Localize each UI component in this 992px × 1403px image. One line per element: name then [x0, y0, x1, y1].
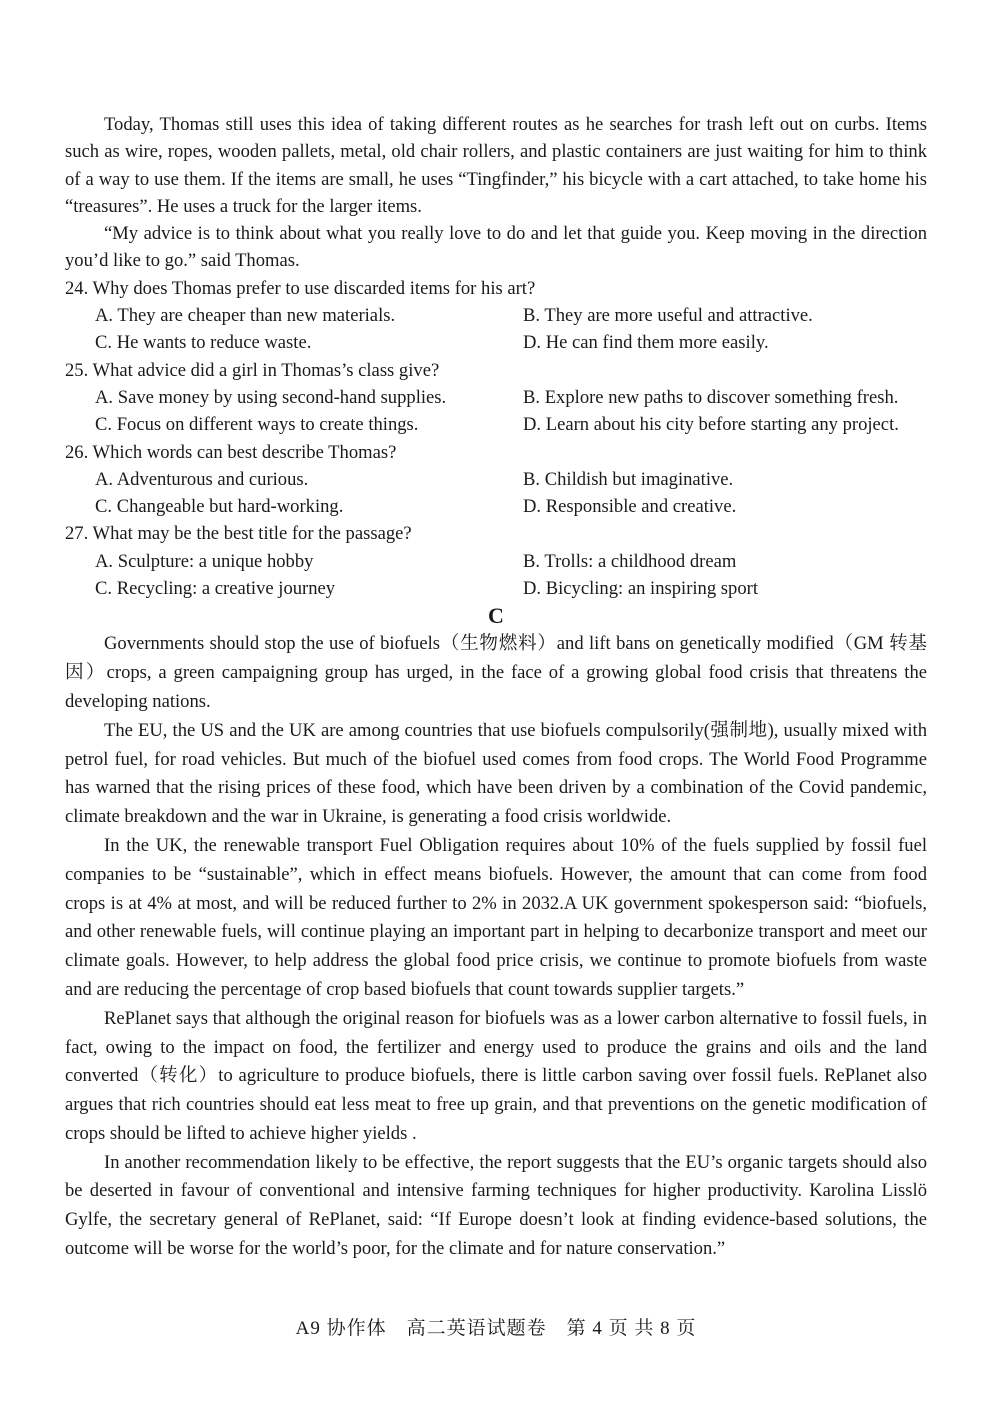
question-25 — [65, 357, 927, 439]
option-c: C. He wants to reduce waste. — [95, 332, 312, 354]
passage-paragraph: Today, Thomas still uses this idea of taking different routes as he searches for trash left out on curbs. Items such as wire, ropes, wooden pallets, metal, old chair rollers, and plastic containers are just waiting for him to think of a way to use them. If the items are small, he uses “Tingfinder,” his bicycle with a cart attached, to take home his “treasures”. He uses a truck for the larger items. — [65, 114, 927, 217]
passage-paragraph: RePlanet says that although the original reason for biofuels was as a lower carbon alternative to fossil fuels, in fact, owing to the impact on food, the fertilizer and energy used to produce the grains and oils and the land converted（转化）to agriculture to produce biofuels, there is little carbon saving over fossil fuels. RePlanet also argues that rich countries should eat less meat to free up grain, and that preventions on the genetic modification of crops should be lifted to achieve higher yields . — [65, 1007, 927, 1144]
option-b: B. Explore new paths to discover something fresh. — [523, 386, 899, 408]
question-27 — [65, 520, 927, 602]
option-c: C. Focus on different ways to create things. — [95, 414, 419, 436]
option-b: B. Trolls: a childhood dream — [523, 550, 737, 572]
option-grid — [65, 384, 927, 439]
option-c: C. Recycling: a creative journey — [95, 578, 336, 600]
question-stem: 27. What may be the best title for the passage? — [65, 523, 412, 545]
passage-paragraph: Governments should stop the use of biofuels（生物燃料）and lift bans on genetically modified（GM 转基因）crops, a green campaigning group has urged, in the face of a growing global food crisis that threatens the developing nations. — [65, 633, 927, 712]
option-b: B. They are more useful and attractive. — [523, 305, 813, 327]
question-stem: 24. Why does Thomas prefer to use discarded items for his art? — [65, 277, 536, 299]
page-footer: A9 协作体 高二英语试题卷 第 4 页 共 8 页 — [295, 1318, 697, 1339]
option-grid — [65, 302, 927, 357]
option-d: D. Responsible and creative. — [523, 496, 737, 518]
question-24 — [65, 275, 927, 357]
passage-c — [65, 630, 927, 1264]
option-c: C. Changeable but hard-working. — [95, 496, 344, 518]
passage-paragraph: The EU, the US and the UK are among countries that use biofuels compulsorily(强制地), usually mixed with petrol fuel, for road vehicles. But much of the biofuel used comes from food crops. The World Food Programme has warned that the rising prices of these food, which have been driven by a combination of the Covid pandemic, climate breakdown and the war in Ukraine, is generating a food crisis worldwide. — [65, 719, 927, 828]
option-a: A. Adventurous and curious. — [95, 468, 309, 490]
option-a: A. Save money by using second-hand supplies. — [95, 386, 447, 408]
passage-paragraph: “My advice is to think about what you really love to do and let that guide you. Keep moving in the direction you’d like to go.” said Thomas. — [65, 223, 927, 272]
section-heading: C — [488, 603, 504, 629]
question-stem: 25. What advice did a girl in Thomas’s class give? — [65, 359, 440, 381]
option-b: B. Childish but imaginative. — [523, 468, 734, 490]
option-a: A. They are cheaper than new materials. — [95, 305, 396, 327]
question-stem: 26. Which words can best describe Thomas? — [65, 441, 397, 463]
option-d: D. Learn about his city before starting any project. — [523, 414, 899, 436]
passage-paragraph: In another recommendation likely to be effective, the report suggests that the EU’s organic targets should also be deserted in favour of conventional and intensive farming techniques for higher productivity. Karolina Lisslö Gylfe, the secretary general of RePlanet, said: “If Europe doesn’t look at finding evidence-based solutions, the outcome will be worse for the world’s poor, for the climate and for nature conservation.” — [65, 1151, 927, 1260]
option-d: D. He can find them more easily. — [523, 332, 769, 354]
passage-paragraph: In the UK, the renewable transport Fuel Obligation requires about 10% of the fuels supplied by fossil fuel companies to be “sustainable”, which in effect means biofuels. However, the amount that can come from food crops is at 4% at most, and will be reduced further to 2% in 2032.A UK government spokesperson said: “biofuels, and other renewable fuels, will continue playing an important part in helping to decarbonize transport and meet our climate goals. However, to help address the global food price crisis, we continue to promote biofuels from waste and are reducing the percentage of crop based biofuels that count towards supplier targets.” — [65, 834, 927, 1000]
option-grid — [65, 548, 927, 603]
option-d: D. Bicycling: an inspiring sport — [523, 578, 758, 600]
page-content — [65, 111, 927, 1264]
question-26 — [65, 439, 927, 521]
option-grid — [65, 466, 927, 521]
option-a: A. Sculpture: a unique hobby — [95, 550, 314, 572]
